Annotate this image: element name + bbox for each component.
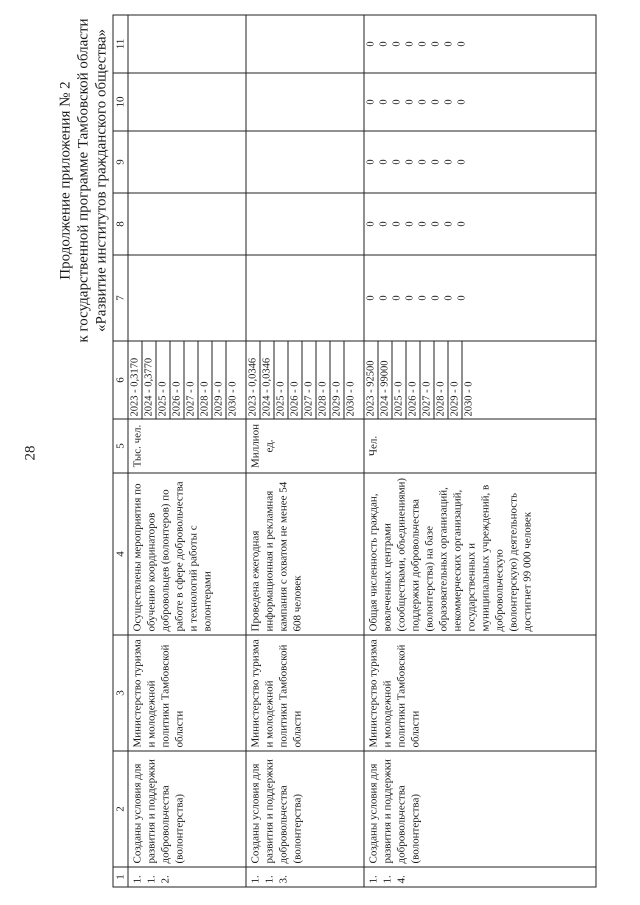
goal-cell: Созданы условия для развития и поддержки добровольчества (волонтерства)	[128, 751, 246, 867]
cell-value: 0	[443, 220, 454, 227]
appendix-header	[56, 15, 110, 345]
year-value: 2029 - 0	[330, 341, 344, 418]
value-cell-8	[364, 193, 596, 255]
cell-value: 0	[417, 220, 428, 227]
cell-value: 0	[404, 158, 415, 165]
value-cell-11	[246, 15, 364, 73]
column-header-1: 1	[113, 867, 128, 887]
row-number: 1.1.4.	[364, 867, 596, 887]
cell-value: 0	[391, 220, 402, 227]
value-cell-7	[128, 255, 246, 341]
column-header-11: 11	[113, 15, 128, 73]
value-cell-9	[128, 131, 246, 193]
cell-value: 0	[456, 40, 467, 47]
unit-cell: Чел.	[364, 419, 596, 473]
program-table	[112, 14, 596, 887]
cell-value: 0	[404, 98, 415, 105]
column-header-3: 3	[113, 635, 128, 751]
year-value: 2024 - 0,3770	[142, 341, 156, 418]
cell-value: 0	[430, 158, 441, 165]
year-value: 2030 - 0	[345, 381, 356, 416]
year-value: 2026 - 0	[288, 341, 302, 418]
column-header-6: 6	[113, 341, 128, 419]
header-line-2: к государственной программе Тамбовской области	[75, 17, 91, 343]
cell-value: 0	[430, 294, 441, 301]
cell-value: 0	[365, 98, 376, 105]
cell-value: 0	[456, 98, 467, 105]
unit-cell: Тыс. чел.	[128, 419, 246, 473]
row-number: 1.1.3.	[246, 867, 364, 887]
year-values-cell	[128, 341, 246, 419]
column-header-5: 5	[113, 419, 128, 473]
value-cell-9	[246, 131, 364, 193]
cell-value: 0	[430, 40, 441, 47]
cell-value: 0	[443, 40, 454, 47]
cell-value: 0	[417, 294, 428, 301]
cell-value: 0	[417, 98, 428, 105]
executor-cell: Министерство туризма и молодежной политики Тамбовской области	[364, 635, 596, 751]
cell-value: 0	[378, 158, 389, 165]
cell-value: 0	[456, 294, 467, 301]
year-values-cell	[246, 341, 364, 419]
value-cell-7	[364, 255, 596, 341]
year-value: 2026 - 0	[406, 341, 420, 418]
executor-cell: Министерство туризма и молодежной политики Тамбовской области	[246, 635, 364, 751]
cell-value: 0	[378, 220, 389, 227]
value-cell-10	[246, 73, 364, 131]
year-values-cell	[364, 341, 596, 419]
cell-value: 0	[378, 40, 389, 47]
year-value: 2028 - 0	[316, 341, 330, 418]
cell-value: 0	[391, 40, 402, 47]
cell-value: 0	[365, 294, 376, 301]
column-header-2: 2	[113, 751, 128, 867]
cell-value: 0	[443, 158, 454, 165]
year-value: 2028 - 0	[434, 341, 448, 418]
cell-value: 0	[430, 220, 441, 227]
cell-value: 0	[417, 158, 428, 165]
cell-value: 0	[456, 220, 467, 227]
year-value: 2023 - 0,0346	[246, 341, 260, 418]
cell-value: 0	[456, 158, 467, 165]
year-value: 2025 - 0	[274, 341, 288, 418]
year-value: 2030 - 0	[227, 381, 238, 416]
column-header-4: 4	[113, 473, 128, 635]
table-row	[246, 15, 364, 887]
year-value: 2023 - 0,3170	[128, 341, 142, 418]
value-cell-9	[364, 131, 596, 193]
header-line-1: Продолжение приложения № 2	[57, 80, 73, 280]
row-number: 1.1.2.	[128, 867, 246, 887]
result-cell: Осуществлены мероприятия по обучению координаторов добровольцев (волонтеров) по работе в сфере добровольчества и технологий работы с волонтерами	[128, 473, 246, 635]
cell-value: 0	[391, 98, 402, 105]
value-cell-11	[128, 15, 246, 73]
year-value: 2023 - 92500	[364, 341, 378, 418]
year-value: 2024 - 99000	[378, 341, 392, 418]
page-number: 28	[22, 445, 38, 460]
header-row	[113, 15, 128, 887]
cell-value: 0	[443, 294, 454, 301]
year-value: 2025 - 0	[392, 341, 406, 418]
cell-value: 0	[404, 294, 415, 301]
cell-value: 0	[365, 158, 376, 165]
goal-cell: Созданы условия для развития и поддержки добровольчества (волонтерства)	[246, 751, 364, 867]
year-value: 2027 - 0	[184, 341, 198, 418]
year-value: 2029 - 0	[212, 341, 226, 418]
value-cell-7	[246, 255, 364, 341]
year-value: 2030 - 0	[463, 381, 474, 416]
goal-cell: Созданы условия для развития и поддержки добровольчества (волонтерства)	[364, 751, 596, 867]
year-value: 2028 - 0	[198, 341, 212, 418]
value-cell-11	[364, 15, 596, 73]
cell-value: 0	[430, 98, 441, 105]
value-cell-8	[128, 193, 246, 255]
cell-value: 0	[404, 40, 415, 47]
column-header-9: 9	[113, 131, 128, 193]
cell-value: 0	[365, 40, 376, 47]
column-header-8: 8	[113, 193, 128, 255]
year-value: 2027 - 0	[302, 341, 316, 418]
unit-cell: Миллион ед.	[246, 419, 364, 473]
cell-value: 0	[391, 294, 402, 301]
cell-value: 0	[443, 98, 454, 105]
year-value: 2029 - 0	[448, 341, 462, 418]
header-line-3: «Развитие институтов гражданского общества»	[93, 28, 109, 332]
result-cell: Проведена ежегодная информационная и рекламная кампания с охватом не менее 54 608 человек	[246, 473, 364, 635]
cell-value: 0	[378, 294, 389, 301]
cell-value: 0	[391, 158, 402, 165]
year-value: 2024 - 0,0346	[260, 341, 274, 418]
value-cell-8	[246, 193, 364, 255]
year-value: 2027 - 0	[420, 341, 434, 418]
table-row	[128, 15, 246, 887]
cell-value: 0	[365, 220, 376, 227]
column-header-7: 7	[113, 255, 128, 341]
cell-value: 0	[378, 98, 389, 105]
cell-value: 0	[417, 40, 428, 47]
table-row	[364, 15, 596, 887]
value-cell-10	[128, 73, 246, 131]
executor-cell: Министерство туризма и молодежной политики Тамбовской области	[128, 635, 246, 751]
result-cell: Общая численность граждан, вовлеченных центрами (сообществами, объединениями) поддержки добровольчества (волонтерства) на базе образовательных организаций, некоммерческих организаций, государственных и муниципальных учреждений, в добровольческую (волонтерскую) деятельность достигнет 99 000 человек	[364, 473, 596, 635]
column-header-10: 10	[113, 73, 128, 131]
value-cell-10	[364, 73, 596, 131]
cell-value: 0	[404, 220, 415, 227]
table-body	[128, 15, 596, 887]
year-value: 2025 - 0	[156, 341, 170, 418]
year-value: 2026 - 0	[170, 341, 184, 418]
